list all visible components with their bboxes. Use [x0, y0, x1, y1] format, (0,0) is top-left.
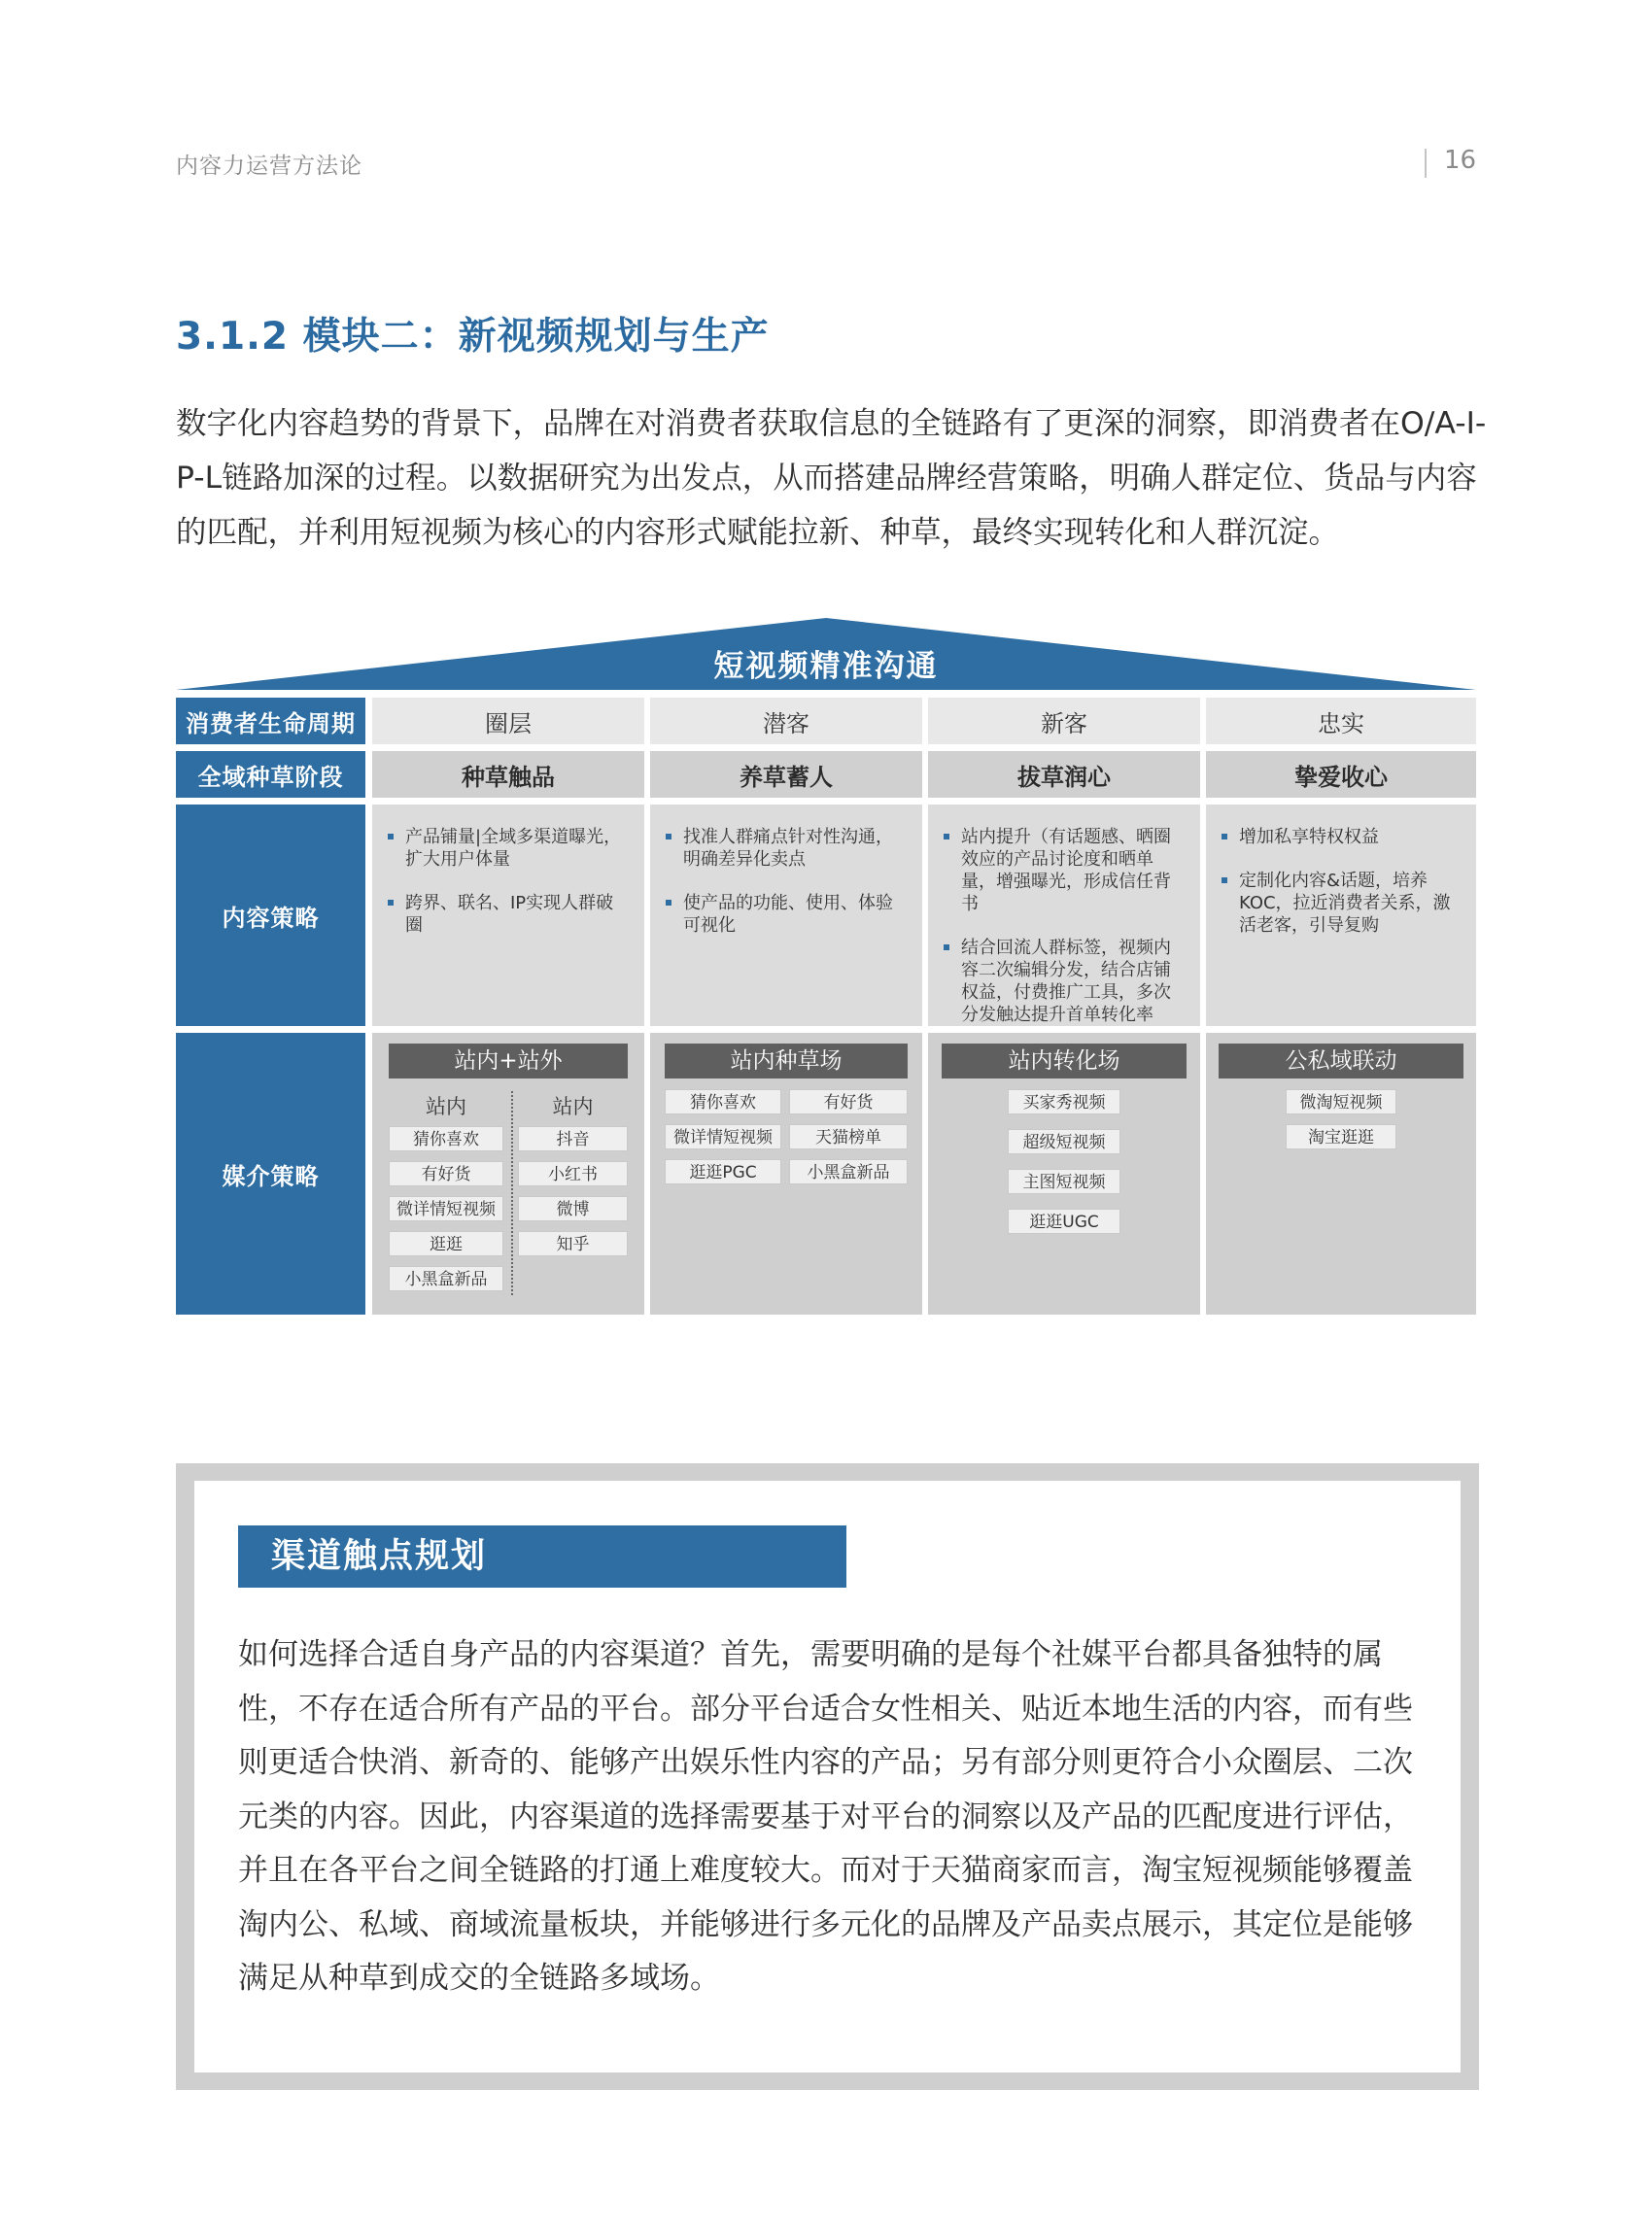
lifecycle-cell: 潜客 — [650, 698, 922, 744]
section-title: 3.1.2 模块二：新视频规划与生产 — [176, 315, 770, 359]
bullet-item: 站内提升（有话题感、晒圈效应的产品讨论度和晒单量，增强曝光，形成信任背书 — [942, 826, 1187, 915]
content-strategy-cell — [1206, 805, 1476, 1026]
row-label-stage: 全域种草阶段 — [176, 751, 365, 798]
media-header: 公私域联动 — [1219, 1044, 1463, 1079]
stage-cell: 养草蓄人 — [650, 751, 922, 798]
header-divider — [1425, 149, 1427, 178]
media-strategy-cell — [650, 1033, 922, 1315]
content-strategy-cell — [372, 805, 644, 1026]
media-strategy-cell — [372, 1033, 644, 1315]
bullet-item: 增加私享特权权益 — [1220, 826, 1463, 848]
media-tag: 天猫榜单 — [789, 1124, 908, 1149]
media-subheader: 站内 — [426, 1095, 466, 1118]
media-header: 站内种草场 — [665, 1044, 908, 1079]
media-tag: 抖音 — [518, 1126, 628, 1151]
media-tag: 小黑盒新品 — [389, 1266, 503, 1291]
roof-title: 短视频精准沟通 — [713, 649, 939, 684]
media-tag: 有好货 — [789, 1089, 908, 1114]
media-tag: 逛逛PGC — [665, 1159, 781, 1184]
bullet-item: 定制化内容&话题，培养KOC，拉近消费者关系，激活老客，引导复购 — [1220, 870, 1463, 937]
stage-cell: 挚爱收心 — [1206, 751, 1476, 798]
media-strategy-cell — [928, 1033, 1200, 1315]
dotted-divider — [511, 1091, 513, 1295]
content-strategy-cell — [650, 805, 922, 1026]
content-strategy-cell — [928, 805, 1200, 1026]
media-subheader: 站内 — [552, 1095, 594, 1118]
media-strategy-cell — [1206, 1033, 1476, 1315]
media-tag: 小黑盒新品 — [789, 1159, 908, 1184]
media-tag: 买家秀视频 — [1008, 1089, 1120, 1114]
lifecycle-cell: 圈层 — [372, 698, 644, 744]
channel-paragraph: 如何选择合适自身产品的内容渠道？首先，需要明确的是每个社媒平台都具备独特的属性，不存在适合所有产品的平台。部分平台适合女性相关、贴近本地生活的内容，而有些则更适合快消、新奇的、能够产出娱乐性内容的产品；另有部分则更符合小众圈层、二次元类的内容。因此，内容渠道的选择需要基于对平台的洞察以及产品的匹配度进行评估，并且在各平台之间全链路的打通上难度较大。而对于天猫商家而言，淘宝短视频能够覆盖淘内公、私域、商域流量板块，并能够进行多元化的品牌及产品卖点展示，其定位是能够满足从种草到成交的全链路多域场。 — [238, 1637, 1413, 1996]
media-tag: 逛逛UGC — [1008, 1209, 1120, 1234]
media-tag: 猜你喜欢 — [665, 1089, 781, 1114]
media-tag: 猜你喜欢 — [389, 1126, 503, 1151]
page-number: 16 — [1444, 146, 1477, 175]
intro-paragraph: 数字化内容趋势的背景下，品牌在对消费者获取信息的全链路有了更深的洞察，即消费者在O/A-I-P-L链路加深的过程。以数据研究为出发点，从而搭建品牌经营策略，明确人群定位、货品与内容的匹配，并利用短视频为核心的内容形式赋能拉新、种草，最终实现转化和人群沉淀。 — [176, 406, 1487, 550]
channel-title: 渠道触点规划 — [238, 1525, 846, 1588]
lifecycle-cell: 忠实 — [1206, 698, 1476, 744]
stage-cell: 种草触品 — [372, 751, 644, 798]
bullet-item: 使产品的功能、使用、体验可视化 — [664, 892, 909, 937]
media-tag: 超级短视频 — [1008, 1129, 1120, 1154]
bullet-item: 找准人群痛点针对性沟通，明确差异化卖点 — [664, 826, 909, 871]
media-tag: 微详情短视频 — [389, 1196, 503, 1221]
bullet-item: 产品铺量|全域多渠道曝光，扩大用户体量 — [386, 826, 631, 871]
row-label-content: 内容策略 — [176, 805, 365, 1026]
row-label-media: 媒介策略 — [176, 1033, 365, 1315]
media-tag: 主图短视频 — [1008, 1169, 1120, 1194]
stage-cell: 拔草润心 — [928, 751, 1200, 798]
media-tag: 微淘短视频 — [1286, 1089, 1396, 1114]
media-tag: 逛逛 — [389, 1231, 503, 1256]
media-tag: 微详情短视频 — [665, 1124, 781, 1149]
document-title: 内容力运营方法论 — [176, 154, 362, 179]
media-header: 站内+站外 — [389, 1044, 628, 1079]
media-tag: 淘宝逛逛 — [1286, 1124, 1396, 1149]
media-tag: 知乎 — [518, 1231, 628, 1256]
media-tag: 有好货 — [389, 1161, 503, 1186]
media-tag: 微博 — [518, 1196, 628, 1221]
bullet-item: 结合回流人群标签，视频内容二次编辑分发，结合店铺权益，付费推广工具，多次分发触达提升首单转化率 — [942, 937, 1187, 1026]
media-tag: 小红书 — [518, 1161, 628, 1186]
bullet-item: 跨界、联名、IP实现人群破圈 — [386, 892, 631, 937]
row-label-lifecycle: 消费者生命周期 — [176, 698, 365, 744]
lifecycle-cell: 新客 — [928, 698, 1200, 744]
media-header: 站内转化场 — [942, 1044, 1187, 1079]
